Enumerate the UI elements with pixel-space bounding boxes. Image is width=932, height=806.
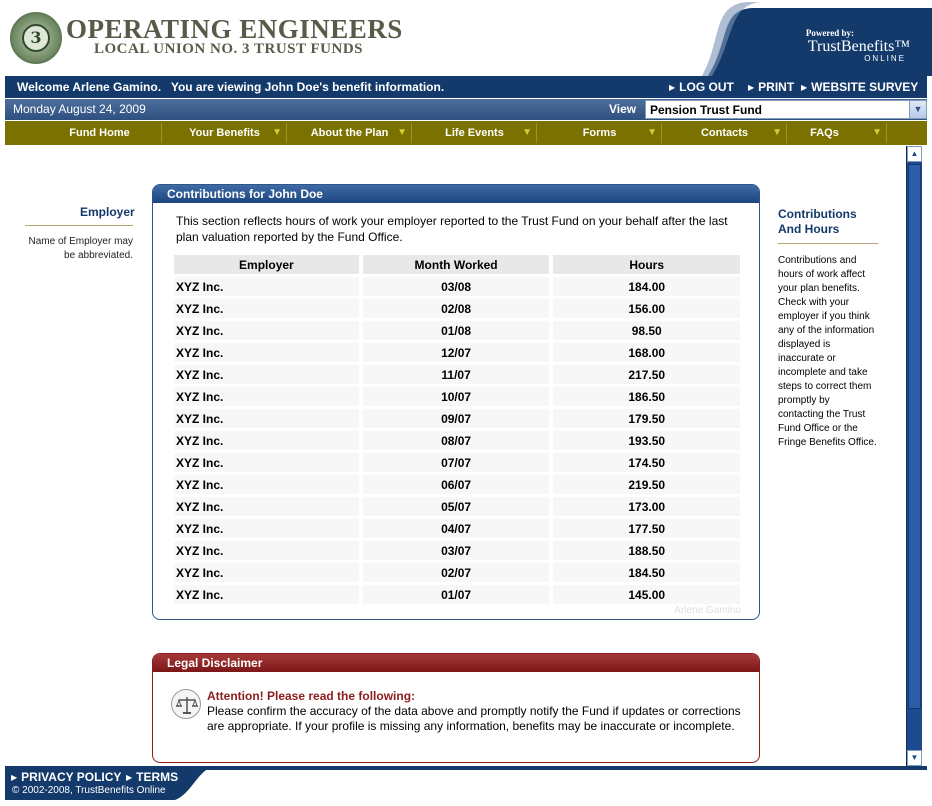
table-row xyxy=(174,387,740,406)
table-row xyxy=(174,563,740,582)
chevron-down-icon: ▼ xyxy=(647,127,657,138)
month-cell: 08/07 xyxy=(363,431,550,450)
table-row xyxy=(174,409,740,428)
divider xyxy=(25,225,133,226)
welcome-bar xyxy=(5,76,927,98)
seal-mark: 3 xyxy=(22,24,50,52)
current-date: Monday August 24, 2009 xyxy=(13,102,146,116)
employer-cell: XYZ Inc. xyxy=(174,497,359,516)
brand-name: TrustBenefits™ xyxy=(807,38,910,55)
terms-link[interactable]: ▶ TERMS xyxy=(126,770,179,784)
table-row xyxy=(174,343,740,362)
nav-faqs[interactable]: FAQs ▼ xyxy=(763,123,887,143)
hours-cell: 168.00 xyxy=(553,343,740,362)
nav-forms[interactable]: Forms ▼ xyxy=(538,123,662,143)
nav-fund-home[interactable]: Fund Home xyxy=(38,123,162,143)
contributions-panel xyxy=(152,184,760,620)
hours-cell: 188.50 xyxy=(553,541,740,560)
employer-note: Name of Employer may be abbreviated. xyxy=(28,236,133,261)
hours-cell: 145.00 xyxy=(553,585,740,604)
website-survey-link[interactable]: ▶ WEBSITE SURVEY xyxy=(801,80,919,94)
triangle-right-icon: ▶ xyxy=(126,773,133,782)
brand-sub: ONLINE xyxy=(864,54,906,63)
employer-cell: XYZ Inc. xyxy=(174,585,359,604)
page-scrollbar[interactable] xyxy=(906,146,922,766)
chevron-down-icon: ▼ xyxy=(522,127,532,138)
month-cell: 01/08 xyxy=(363,321,550,340)
scroll-down-icon[interactable]: ▼ xyxy=(907,750,922,766)
chevron-down-icon: ▼ xyxy=(397,127,407,138)
table-row xyxy=(174,519,740,538)
contributions-table xyxy=(170,252,744,607)
view-label: View xyxy=(609,102,637,116)
month-cell: 02/07 xyxy=(363,563,550,582)
month-cell: 11/07 xyxy=(363,365,550,384)
month-cell: 06/07 xyxy=(363,475,550,494)
employer-cell: XYZ Inc. xyxy=(174,365,359,384)
chevron-down-icon: ▼ xyxy=(772,127,782,138)
hours-cell: 174.50 xyxy=(553,453,740,472)
disclaimer-text: Please confirm the accuracy of the data above and promptly notify the Fund if updates or corrections are appropriate. If your profile is missing any information, benefits may be inaccurate or incomplete. xyxy=(207,704,741,733)
chevron-down-icon: ▼ xyxy=(872,127,882,138)
main-nav xyxy=(5,121,927,145)
employer-cell: XYZ Inc. xyxy=(174,475,359,494)
disclaimer-attention: Attention! Please read the following: xyxy=(207,689,416,703)
employer-cell: XYZ Inc. xyxy=(174,519,359,538)
trustbenefits-logo xyxy=(650,0,932,76)
hours-cell: 98.50 xyxy=(553,321,740,340)
table-header-row xyxy=(174,255,740,274)
table-row xyxy=(174,453,740,472)
legal-disclaimer-panel xyxy=(152,653,760,763)
hours-cell: 184.00 xyxy=(553,277,740,296)
employer-cell: XYZ Inc. xyxy=(174,409,359,428)
sidebar-heading: Contributions And Hours xyxy=(778,207,857,236)
date-bar xyxy=(5,99,927,120)
employer-cell: XYZ Inc. xyxy=(174,277,359,296)
employer-heading: Employer xyxy=(80,205,135,219)
table-row xyxy=(174,497,740,516)
org-title: OPERATING ENGINEERS xyxy=(66,14,403,44)
fund-view-select[interactable] xyxy=(645,100,927,119)
copyright-text: © 2002-2008, TrustBenefits Online xyxy=(12,785,166,796)
union-seal-icon xyxy=(10,12,62,64)
user-watermark: Arlene Gamino xyxy=(674,605,741,616)
welcome-text: Welcome Arlene Gamino. You are viewing John Doe's benefit information. xyxy=(17,80,445,94)
employer-cell: XYZ Inc. xyxy=(174,299,359,318)
month-cell: 10/07 xyxy=(363,387,550,406)
divider xyxy=(778,243,878,244)
hours-cell: 193.50 xyxy=(553,431,740,450)
triangle-right-icon: ▶ xyxy=(11,773,18,782)
contributions-title: Contributions for John Doe xyxy=(153,185,759,203)
triangle-right-icon: ▶ xyxy=(748,83,755,92)
table-row xyxy=(174,365,740,384)
table-row xyxy=(174,431,740,450)
contributions-intro: This section reflects hours of work your employer reported to the Trust Fund on your behalf after the last plan valuation reported by the Fund Office. xyxy=(176,214,728,244)
nav-life-events[interactable]: Life Events ▼ xyxy=(413,123,537,143)
month-cell: 05/07 xyxy=(363,497,550,516)
hours-cell: 156.00 xyxy=(553,299,740,318)
table-row xyxy=(174,299,740,318)
employer-cell: XYZ Inc. xyxy=(174,541,359,560)
triangle-right-icon: ▶ xyxy=(801,83,808,92)
employer-cell: XYZ Inc. xyxy=(174,453,359,472)
scale-of-justice-icon xyxy=(171,689,201,719)
hours-cell: 219.50 xyxy=(553,475,740,494)
nav-contacts[interactable]: Contacts ▼ xyxy=(663,123,787,143)
scroll-thumb[interactable] xyxy=(908,164,921,709)
nav-about-the-plan[interactable]: About the Plan ▼ xyxy=(288,123,412,143)
month-cell: 02/08 xyxy=(363,299,550,318)
employer-cell: XYZ Inc. xyxy=(174,387,359,406)
hours-cell: 217.50 xyxy=(553,365,740,384)
table-row xyxy=(174,585,740,604)
sidebar-text: Contributions and hours of work affect your plan benefits. Check with your employer if you think any of the information displayed is inaccurate or incomplete and take steps to correct them promptly by contacting the Trust Fund Office or the Fringe Benefits Office. xyxy=(778,255,877,448)
disclaimer-title: Legal Disclaimer xyxy=(153,654,759,672)
print-link[interactable]: ▶ PRINT xyxy=(748,80,795,94)
month-cell: 03/08 xyxy=(363,277,550,296)
employer-cell: XYZ Inc. xyxy=(174,431,359,450)
month-cell: 12/07 xyxy=(363,343,550,362)
month-cell: 09/07 xyxy=(363,409,550,428)
privacy-policy-link[interactable]: ▶ PRIVACY POLICY xyxy=(11,770,122,784)
table-row xyxy=(174,475,740,494)
scroll-up-icon[interactable]: ▲ xyxy=(907,146,922,162)
table-row xyxy=(174,321,740,340)
hours-cell: 179.50 xyxy=(553,409,740,428)
fund-view-value: Pension Trust Fund xyxy=(650,103,763,117)
employer-cell: XYZ Inc. xyxy=(174,563,359,582)
powered-by-label: Powered by: xyxy=(805,28,854,38)
employer-cell: XYZ Inc. xyxy=(174,343,359,362)
table-row xyxy=(174,541,740,560)
chevron-down-icon[interactable]: ▼ xyxy=(909,101,926,118)
hours-cell: 173.00 xyxy=(553,497,740,516)
month-cell: 01/07 xyxy=(363,585,550,604)
column-header: Hours xyxy=(553,255,740,274)
column-header: Month Worked xyxy=(363,255,550,274)
site-header xyxy=(0,0,932,76)
logout-link[interactable]: ▶ LOG OUT xyxy=(669,80,734,94)
org-subtitle: LOCAL UNION NO. 3 TRUST FUNDS xyxy=(94,41,363,57)
table-row xyxy=(174,277,740,296)
month-cell: 03/07 xyxy=(363,541,550,560)
month-cell: 07/07 xyxy=(363,453,550,472)
hours-cell: 184.50 xyxy=(553,563,740,582)
hours-cell: 186.50 xyxy=(553,387,740,406)
triangle-right-icon: ▶ xyxy=(669,83,676,92)
nav-your-benefits[interactable]: Your Benefits ▼ xyxy=(163,123,287,143)
column-header: Employer xyxy=(174,255,359,274)
hours-cell: 177.50 xyxy=(553,519,740,538)
employer-cell: XYZ Inc. xyxy=(174,321,359,340)
month-cell: 04/07 xyxy=(363,519,550,538)
chevron-down-icon: ▼ xyxy=(272,127,282,138)
